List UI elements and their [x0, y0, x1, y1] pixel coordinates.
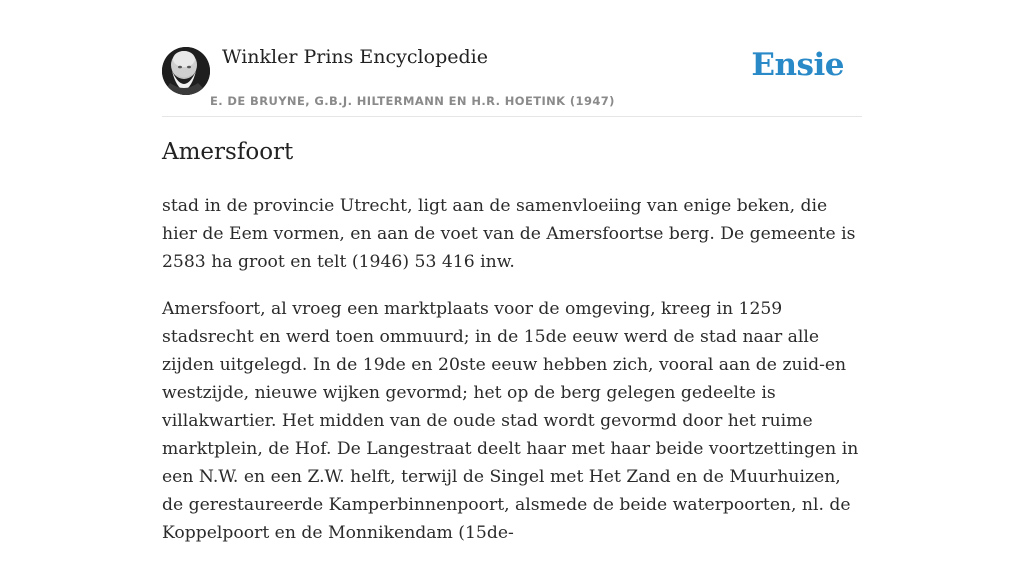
site-title[interactable]: Winkler Prins Encyclopedie [222, 46, 488, 68]
brand-logo[interactable]: Ensie [751, 47, 844, 83]
authors-line: E. DE BRUYNE, G.B.J. HILTERMANN EN H.R. HOETINK (1947) [210, 94, 615, 108]
article-paragraph: stad in de provincie Utrecht, ligt aan de samenvloeiing van enige beken, die hier de Eem vormen, en aan de voet van de Amersfoortse berg. De gemeente is 2583 ha groot en telt (1946) 53 416 inw. [162, 196, 856, 272]
article-title: Amersfoort [162, 139, 294, 165]
author-avatar[interactable] [162, 47, 210, 95]
article-paragraph: Amersfoort, al vroeg een marktplaats voor de omgeving, kreeg in 1259 stadsrecht en werd toen ommuurd; in de 15de eeuw werd de stad naar alle zijden uitgelegd. In de 19de en 20ste eeuw hebben zich, vooral aan de zuid-en westzijde, nieuwe wijken gevormd; het op de berg gelegen gedeelte is villakwartier. Het midden van de oude stad wordt gevormd door het ruime marktplein, de Hof. De Langestraat deelt haar met haar beide voortzettingen in een N.W. en een Z.W. helft, terwijl de Singel met Het Zand en de Muurhuizen, de gerestaureerde Kamperbinnenpoort, alsmede de beide waterpoorten, nl. de Koppelpoort en de Monnikendam (15de- [162, 299, 859, 543]
site-header [162, 0, 862, 117]
page-container [162, 0, 862, 543]
article-body [162, 192, 862, 566]
